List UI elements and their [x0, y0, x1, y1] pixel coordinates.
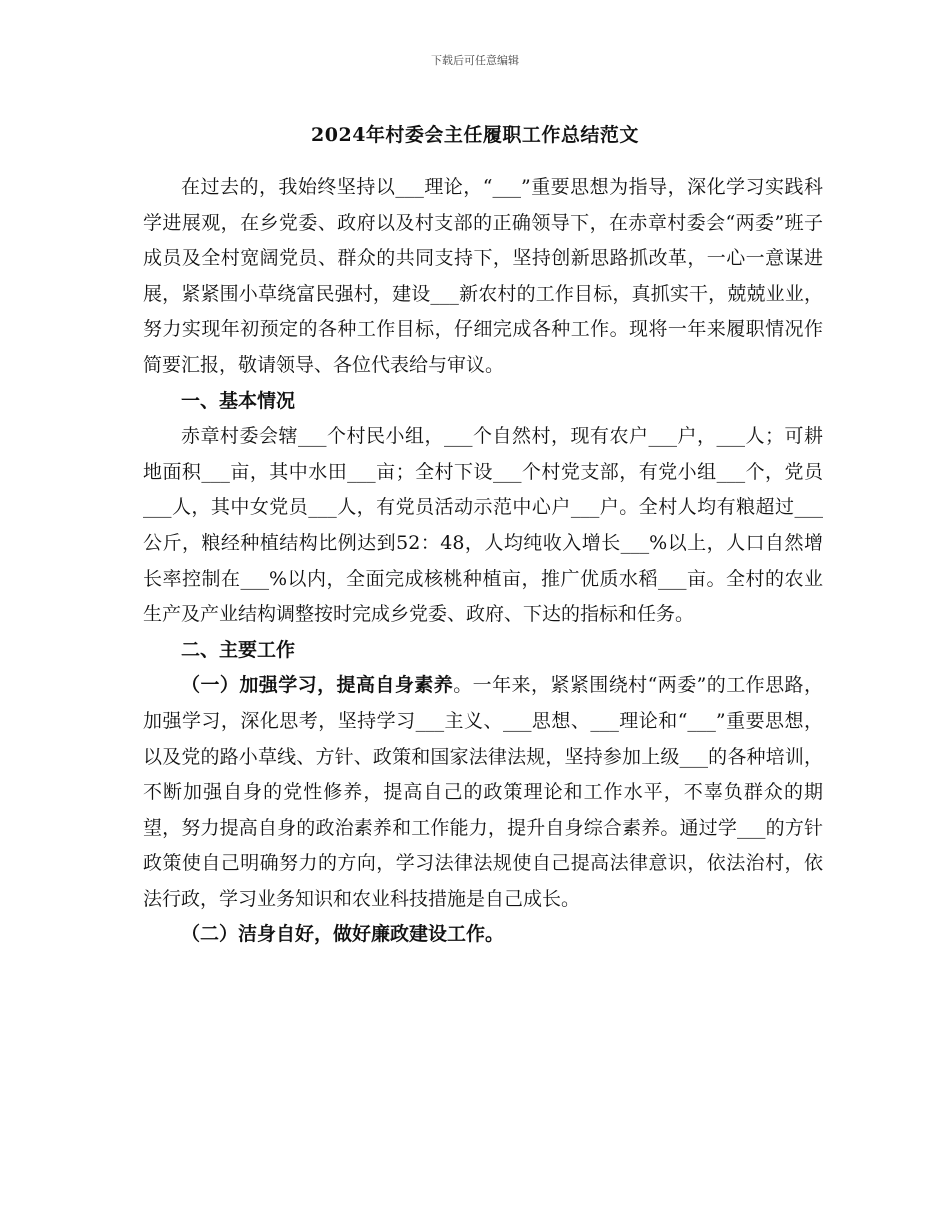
section-heading-main-work: 二、主要工作 [181, 638, 296, 661]
intro-paragraph: 在过去的，我始终坚持以___理论，“___”重要思想为指导，深化学习实践科学进展观，在乡党委、政府以及村支部的正确领导下，在赤章村委会“两委”班子成员及全村宽阔党员、群众的共同支持下，坚持创新思路抓改革，一心一意谋进展，紧紧围小草绕富民强村，建设___新农村的工作目标，真抓实干，兢兢业业，努力实现年初预定的各种工作目标，仔细完成各种工作。现将一年来履职情况作简要汇报，敬请领导、各位代表给与审议。 [143, 176, 823, 376]
document-body [143, 170, 823, 953]
section-heading-basic-situation: 一、基本情况 [181, 389, 296, 412]
basic-situation-paragraph: 赤章村委会辖___个村民小组，___个自然村，现有农户___户，___人；可耕地面积___亩，其中水田___亩；全村下设___个村党支部，有党小组___个，党员___人，其中女党员___人，有党员活动示范中心户___户。全村人均有粮超过___公斤，粮经种植结构比例达到52：48，人均纯收入增长___%以上，人口自然增长率控制在___%以内，全面完成核桃种植亩，推广优质水稻___亩。全村的农业生产及产业结构调整按时完成乡党委、政府、下达的指标和任务。 [143, 425, 823, 626]
study-text: 。一年来，紧紧围绕村“两委”的工作思路，加强学习，深化思考，坚持学习___主义、___思想、___理论和“___”重要思想，以及党的路小草线、方针、政策和国家法律法规，坚持参加上级___的各种培训，不断加强自身的党性修养，提高自己的政策理论和工作水平，不辜负群众的期望，努力提高自身的政治素养和工作能力，提升自身综合素养。通过学___的方针政策使自己明确努力的方向，学习法律法规使自己提高法律意识，依法治村，依法行政，学习业务知识和农业科技措施是自己成长。 [143, 674, 823, 910]
page-header-note: 下载后可任意编辑 [431, 54, 519, 67]
study-subheading: （一）加强学习，提高自身素养 [181, 674, 454, 697]
document-title: 2024年村委会主任履职工作总结范文 [311, 124, 639, 146]
study-paragraph [143, 668, 823, 917]
subheading-integrity: （二）洁身自好，做好廉政建设工作。 [181, 923, 505, 946]
